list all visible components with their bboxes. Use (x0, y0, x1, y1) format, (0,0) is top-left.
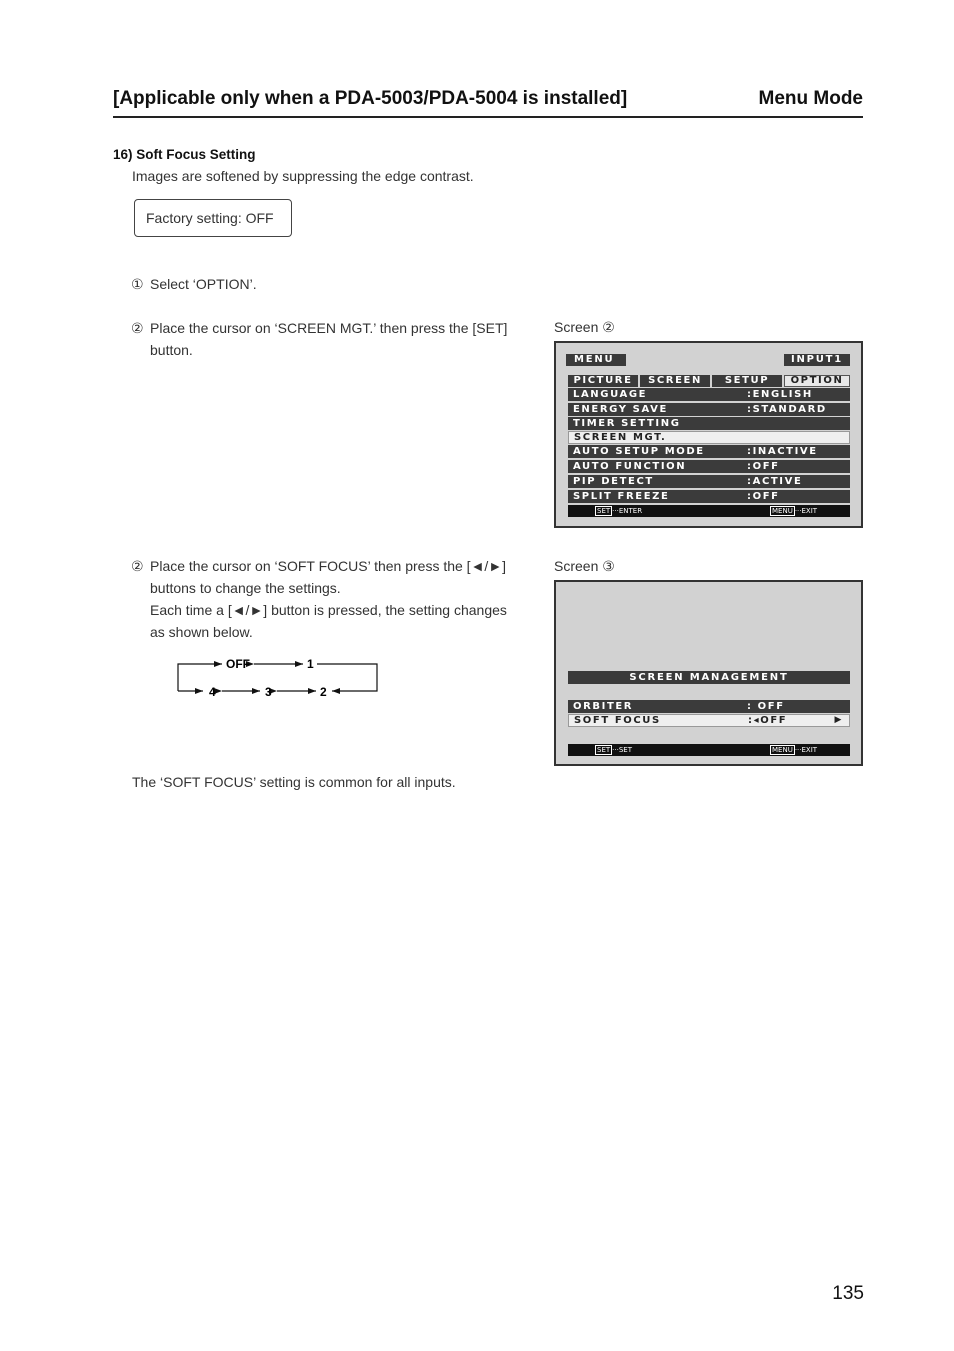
step-3-line4: as shown below. (150, 624, 253, 640)
step-2-line2: button. (150, 342, 193, 358)
footer-set-hint (595, 744, 632, 756)
menu-row-timer-setting[interactable] (568, 417, 850, 430)
set-key: SET (597, 507, 611, 515)
row-label: PIP DETECT (573, 476, 654, 487)
footer-left-text: ···ENTER (612, 507, 643, 515)
menu-row-pip-detect[interactable] (568, 475, 850, 488)
menu-row-screen-mgt[interactable] (568, 431, 850, 444)
row-label: SCREEN MGT. (574, 432, 667, 443)
step-2 (131, 317, 507, 361)
row-label: AUTO SETUP MODE (573, 446, 705, 457)
menu-row-soft-focus[interactable] (568, 714, 850, 727)
row-value: :ENGLISH (747, 389, 813, 400)
step-1 (131, 273, 257, 295)
set-key: SET (597, 746, 611, 754)
footer-set-hint (595, 505, 642, 517)
screen2-footer (568, 505, 850, 517)
row-value: :◂OFF (748, 715, 788, 726)
menu-key: MENU (772, 746, 793, 754)
footer-right-text: ···EXIT (794, 746, 818, 754)
row-label: ENERGY SAVE (573, 404, 668, 415)
cycle-off: OFF (226, 657, 250, 671)
tab-screen[interactable]: SCREEN (640, 375, 710, 387)
common-note: The ‘SOFT FOCUS’ setting is common for all inputs. (132, 774, 456, 790)
screen3-footer (568, 744, 850, 756)
section-title: 16) Soft Focus Setting (113, 147, 256, 162)
cycle-2: 2 (320, 685, 327, 699)
row-label: LANGUAGE (573, 389, 648, 400)
screen3-title: SCREEN MANAGEMENT (568, 671, 850, 684)
menu-row-language[interactable] (568, 388, 850, 401)
row-value: :INACTIVE (747, 446, 818, 457)
tab-setup[interactable]: SETUP (712, 375, 782, 387)
header-section: Menu Mode (758, 88, 863, 109)
row-value: :ACTIVE (747, 476, 803, 487)
step-3-line1: Place the cursor on ‘SOFT FOCUS’ then press the [◄/►] (150, 558, 507, 574)
menu-row-orbiter[interactable] (568, 700, 850, 713)
tab-option[interactable]: OPTION (784, 375, 850, 387)
menu-row-auto-setup-mode[interactable] (568, 445, 850, 458)
tab-picture[interactable]: PICTURE (568, 375, 638, 387)
screen2-osd (554, 341, 863, 528)
section-description: Images are softened by suppressing the edge contrast. (132, 168, 474, 184)
step-1-number: ① (131, 276, 144, 292)
step-3-line2: buttons to change the settings. (150, 580, 341, 596)
row-label: TIMER SETTING (573, 418, 681, 429)
menu-key: MENU (772, 507, 793, 515)
row-value: :OFF (747, 491, 780, 502)
row-value: :STANDARD (747, 404, 827, 415)
step-2-line1: Place the cursor on ‘SCREEN MGT.’ then press the [SET] (150, 320, 508, 336)
screen3-label: Screen ③ (554, 558, 615, 574)
footer-menu-hint (770, 505, 817, 517)
cycle-1: 1 (307, 657, 314, 671)
step-3 (131, 555, 507, 643)
row-label: ORBITER (573, 701, 634, 712)
screen3-osd (554, 580, 863, 766)
row-label: SOFT FOCUS (574, 715, 661, 726)
right-arrow-icon[interactable]: ▶ (834, 715, 843, 725)
header-rule (113, 116, 863, 118)
cycle-4: 4 (209, 685, 216, 699)
step-2-number: ② (131, 320, 144, 336)
menu-row-split-freeze[interactable] (568, 490, 850, 503)
screen2-label: Screen ② (554, 319, 615, 335)
row-label: SPLIT FREEZE (573, 491, 670, 502)
header-title: [Applicable only when a PDA-5003/PDA-5004 is installed] (113, 88, 628, 109)
cycle-3: 3 (265, 685, 272, 699)
factory-setting-box: Factory setting: OFF (134, 199, 292, 237)
step-3-number: ② (131, 558, 144, 574)
cycle-diagram (170, 652, 385, 702)
step-1-text: Select ‘OPTION’. (150, 276, 257, 292)
menu-row-auto-function[interactable] (568, 460, 850, 473)
footer-menu-hint (770, 744, 817, 756)
page-number: 135 (832, 1283, 864, 1304)
footer-right-text: ···EXIT (794, 507, 818, 515)
row-label: AUTO FUNCTION (573, 461, 687, 472)
screen2-menu-title: MENU (566, 354, 626, 366)
row-value: : OFF (747, 701, 785, 712)
footer-left-text: ···SET (612, 746, 632, 754)
step-3-line3: Each time a [◄/►] button is pressed, the setting changes (150, 602, 507, 618)
row-value: :OFF (747, 461, 780, 472)
menu-row-energy-save[interactable] (568, 403, 850, 416)
screen2-input-label: INPUT1 (784, 354, 850, 366)
